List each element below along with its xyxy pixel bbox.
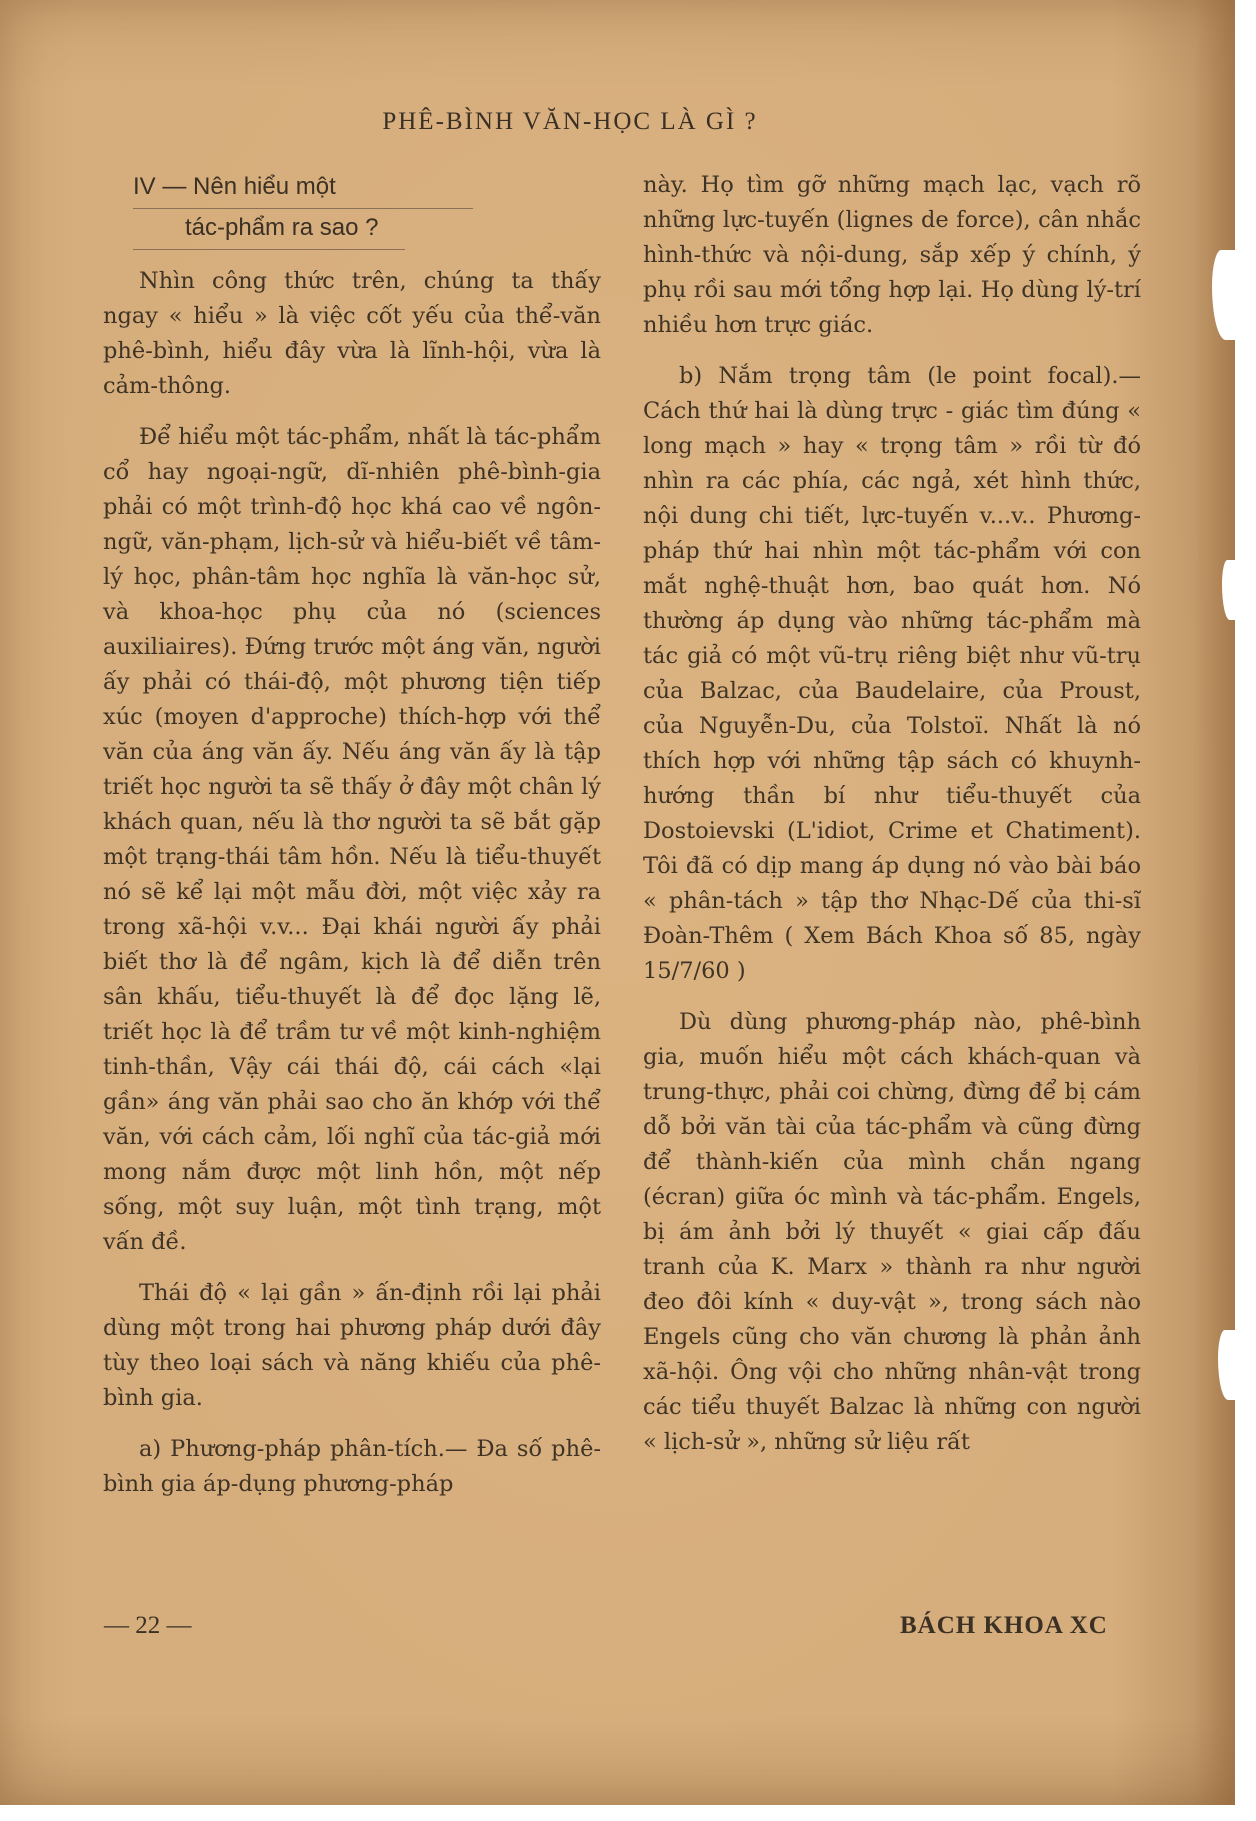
torn-edge-mark <box>1218 1330 1235 1400</box>
left-column <box>103 168 601 1518</box>
section-title-line: tác-phẩm ra sao ? <box>133 209 405 250</box>
section-title-line: IV — Nên hiểu một <box>133 168 473 209</box>
right-column <box>643 168 1141 1476</box>
paragraph: a) Phương-pháp phân-tích.— Đa số phê-bình gia áp-dụng phương-pháp <box>103 1436 601 1497</box>
paragraph: này. Họ tìm gỡ những mạch lạc, vạch rõ những lực-tuyến (lignes de force), cân nhắc hình-thức và nội-dung, sắp xếp ý chính, ý phụ rồi sau mới tổng hợp lại. Họ dùng lý-trí nhiều hơn trực giác. <box>643 172 1141 338</box>
journal-name: BÁCH KHOA XC <box>900 1612 1108 1639</box>
paragraph: Nhìn công thức trên, chúng ta thấy ngay « hiểu » là việc cốt yếu của thể-văn phê-bình, hiểu đây vừa là lĩnh-hội, vừa là cảm-thông. <box>103 268 601 399</box>
section-title <box>133 168 473 250</box>
torn-edge-mark <box>1222 560 1235 620</box>
paragraph: b) Nắm trọng tâm (le point focal).— Cách thứ hai là dùng trực - giác tìm đúng « long mạch » hay « trọng tâm » rồi từ đó nhìn ra các phía, các ngả, xét hình thức, nội dung chi tiết, lực-tuyến v...v.. Phương-pháp thứ hai nhìn một tác-phẩm với con mắt nghệ-thuật hơn, bao quát hơn. Nó thường áp dụng vào những tác-phẩm mà tác giả có một vũ-trụ riêng biệt như vũ-trụ của Balzac, của Baudelaire, của Proust, của Nguyễn-Du, của Tolstoï. Nhất là nó thích hợp với những tập sách có khuynh-hướng thần bí như tiểu-thuyết của Dostoievski (L'idiot, Crime et Chatiment). Tôi đã có dịp mang áp dụng nó vào bài báo « phân-tách » tập thơ Nhạc-Dế của thi-sĩ Đoàn-Thêm ( Xem Bách Khoa số 85, ngày 15/7/60 ) <box>643 363 1141 984</box>
paragraph: Dù dùng phương-pháp nào, phê-bình gia, muốn hiểu một cách khách-quan và trung-thực, phải coi chừng, đừng để bị cám dỗ bởi văn tài của tác-phẩm và cũng đừng để thành-kiến của mình chắn ngang (écran) giữa óc mình và tác-phẩm. Engels, bị ám ảnh bởi lý thuyết « giai cấp đấu tranh của K. Marx » thành ra như người đeo đôi kính « duy-vật », trong sách nào Engels cũng cho văn chương là phản ảnh xã-hội. Ông vội cho những nhân-vật trong các tiểu thuyết Balzac là những con người « lịch-sử », những sử liệu rất <box>643 1009 1141 1455</box>
paragraph: Để hiểu một tác-phẩm, nhất là tác-phẩm cổ hay ngoại-ngữ, dĩ-nhiên phê-bình-gia phải có một trình-độ học khá cao về ngôn-ngữ, văn-phạm, lịch-sử và hiểu-biết về tâm-lý học, phân-tâm học nghĩa là văn-học sử, và khoa-học phụ của nó (sciences auxiliaires). Đứng trước một áng văn, người ấy phải có thái-độ, một phương tiện tiếp xúc (moyen d'approche) thích-hợp với thể văn của áng văn ấy. Nếu áng văn ấy là tập triết học người ta sẽ thấy ở đây một chân lý khách quan, nếu là thơ người ta sẽ bắt gặp một trạng-thái tâm hồn. Nếu là tiểu-thuyết nó sẽ kể lại một mẫu đời, một việc xảy ra trong xã-hội v.v... Đại khái người ấy phải biết thơ là để ngâm, kịch là để diễn trên sân khấu, tiểu-thuyết là để đọc lặng lẽ, triết học là để trầm tư về một kinh-nghiệm tinh-thần, Vậy cái thái độ, cái cách «lại gần» áng văn phải sao cho ăn khớp với thể văn, với cách cảm, lối nghĩ của tác-giả mới mong nắm được một linh hồn, một nếp sống, một suy luận, một tình trạng, một vấn đề. <box>103 424 601 1255</box>
paragraph: Thái độ « lại gần » ấn-định rồi lại phải dùng một trong hai phương pháp dưới đây tùy theo loại sách và năng khiếu của phê-bình gia. <box>103 1280 601 1411</box>
page-number: — 22 — <box>104 1612 192 1639</box>
running-head: PHÊ-BÌNH VĂN-HỌC LÀ GÌ ? <box>382 108 758 135</box>
